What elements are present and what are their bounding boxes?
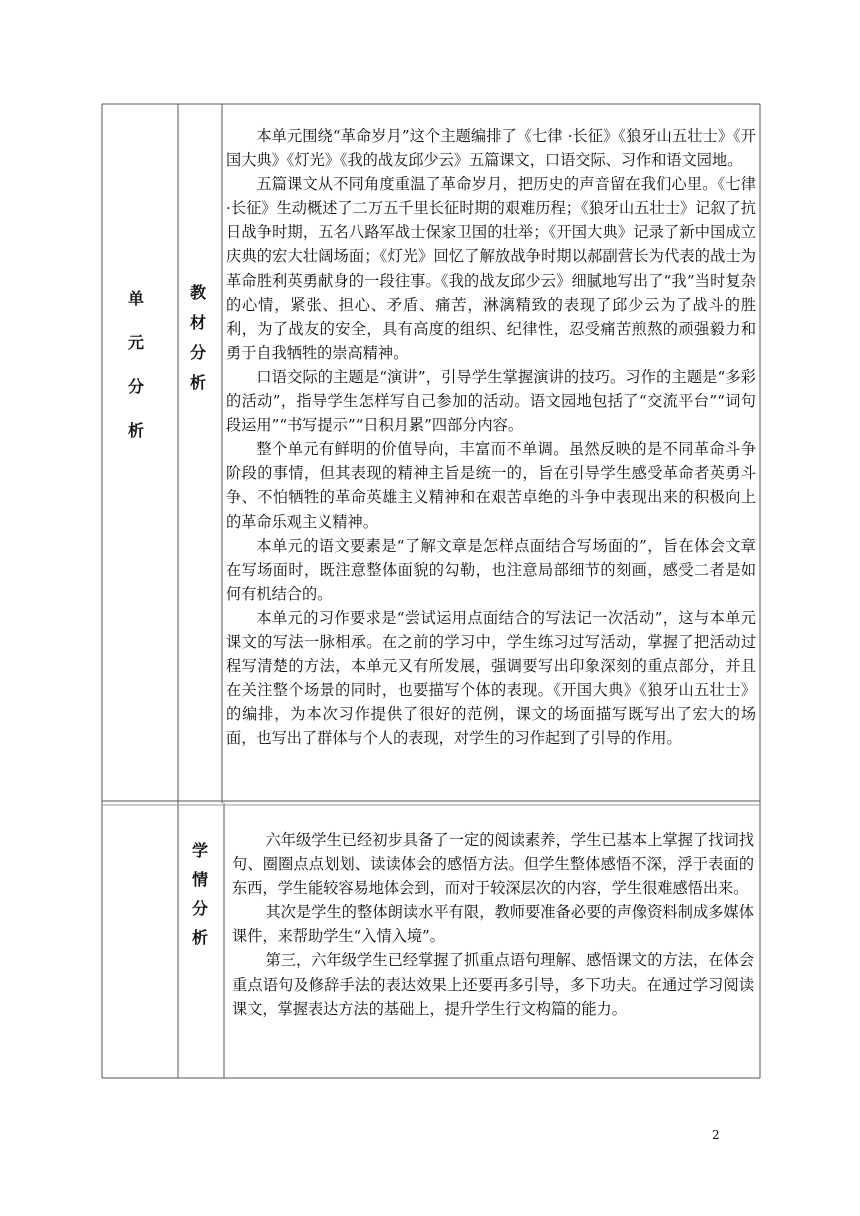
paragraph: 口语交际的主题是“演讲”，引导学生掌握演讲的技巧。习作的主题是“多彩的活动”，指导学生怎样写自己参加的活动。语文园地包括了“交流平台”“词句段运用”“书写提示”“日积月累”四部分内容。 (226, 367, 756, 435)
paragraph: 整个单元有鲜明的价值导向，丰富而不单调。虽然反映的是不同革命斗争阶段的事情，但其表现的精神主旨是统一的，旨在引导学生感受革命者英勇斗争、不怕牺牲的革命英雄主义精神和在艰苦卓绝的斗争中表现出来的积极向上的革命乐观主义精神。 (226, 440, 756, 531)
student-analysis-text (232, 828, 754, 1021)
paragraph: 五篇课文从不同角度重温了革命岁月，把历史的声音留在我们心里。《七律 ·长征》生动概述了二万五千里长征时期的艰难历程；《狼牙山五壮士》记叙了抗日战争时期，五名八路军战士保家卫国的壮举；《开国大典》记录了新中国成立庆典的宏大壮阔场面；《灯光》回忆了解放战争时期以郝副营长为代表的战士为革命胜利英勇献身的一段往事。《我的战友邱少云》细腻地写出了“我”当时复杂的心情，紧张、担心、矛盾、痛苦，淋漓精致的表现了邱少云为了战斗的胜利，为了战友的安全，具有高度的组织、纪律性，忍受痛苦煎熬的顽强毅力和勇于自我牺牲的崇高精神。 (226, 175, 756, 362)
unit-analysis-label: 单 元 分 析 (128, 289, 145, 440)
student-analysis-label: 学 情 分 析 (192, 841, 209, 947)
textbook-analysis-text (226, 124, 756, 750)
page-number: 2 (712, 1128, 720, 1142)
paragraph: 六年级学生已经初步具备了一定的阅读素养，学生已基本上掌握了找词找句、圈圈点点划划、读读体会的感悟方法。但学生整体感悟不深，浮于表面的东西，学生能较容易地体会到，而对于较深层次的内容，学生很难感悟出来。 (232, 831, 754, 898)
paragraph: 本单元围绕“革命岁月”这个主题编排了《七律 ·长征》《狼牙山五壮士》《开国大典》《灯光》《我的战友邱少云》五篇课文，口语交际、习作和语文园地。 (226, 127, 756, 170)
paragraph: 第三，六年级学生已经掌握了抓重点语句理解、感悟课文的方法，在体会重点语句及修辞手法的表达效果上还要再多引导，多下功夫。在通过学习阅读课文，掌握表达方法的基础上，提升学生行文构篇的能力。 (232, 951, 754, 1018)
textbook-analysis-label: 教 材 分 析 (190, 283, 207, 392)
paragraph: 其次是学生的整体朗读水平有限，教师要准备必要的声像资料制成多媒体课件，来帮助学生“入情入境”。 (232, 903, 754, 946)
paragraph: 本单元的习作要求是“尝试运用点面结合的写法记一次活动”，这与本单元课文的写法一脉相承。在之前的学习中，学生练习过写活动，掌握了把活动过程写清楚的方法，本单元又有所发展，强调要写出印象深刻的重点部分，并且在关注整个场景的同时，也要描写个体的表现。《开国大典》《狼牙山五壮士》的编排，为本次习作提供了很好的范例，课文的场面描写既写出了宏大的场面，也写出了群体与个人的表现，对学生的习作起到了引导的作用。 (226, 608, 756, 748)
paragraph: 本单元的语文要素是“了解文章是怎样点面结合写场面的”，旨在体会文章在写场面时，既注意整体面貌的勾勒，也注意局部细节的刻画，感受二者是如何有机结合的。 (226, 536, 756, 603)
